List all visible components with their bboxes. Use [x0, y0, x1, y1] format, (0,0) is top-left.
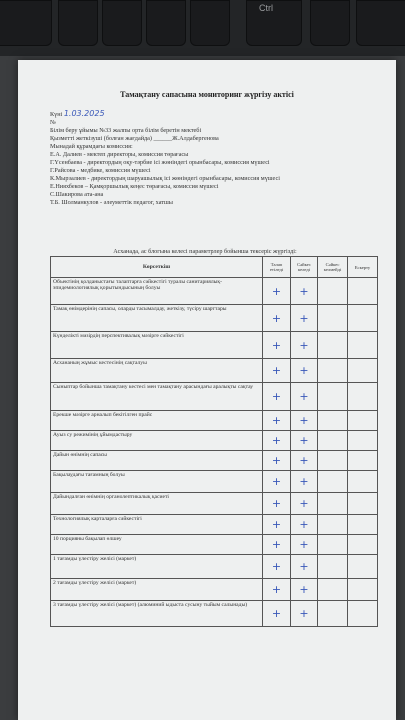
- commission-member: С.Шакирова ата-ана: [50, 191, 104, 198]
- commission-member: К.Мырзалиев - директордың шаруашылық ісі жөніндегі орынбасары, комиссия мүшесі: [50, 175, 280, 182]
- keyboard-key: [146, 0, 186, 46]
- compliant-cell: [291, 515, 318, 535]
- compliant-cell: [291, 411, 318, 431]
- column-header: Көрсеткіш: [51, 257, 263, 278]
- required-cell: [263, 451, 291, 471]
- note-cell: [348, 579, 378, 601]
- keyboard-key-ctrl: [246, 0, 302, 46]
- row-label: Ерекше мәзірге арналып бекітілген прайс: [51, 411, 263, 431]
- date-line: [50, 110, 105, 118]
- column-header: Ескерту: [348, 257, 378, 278]
- noncompliant-cell: [318, 359, 348, 383]
- noncompliant-cell: [318, 305, 348, 332]
- compliant-cell: [291, 579, 318, 601]
- table-row: [51, 431, 378, 451]
- plus-mark: +: [271, 560, 282, 573]
- plus-mark: +: [271, 338, 282, 352]
- table-row: [51, 471, 378, 493]
- plus-mark: +: [271, 454, 282, 467]
- plus-mark: +: [299, 518, 309, 531]
- compliant-cell: [291, 332, 318, 359]
- note-cell: [348, 555, 378, 579]
- date-value: 1.03.2025: [63, 109, 105, 118]
- note-cell: [348, 332, 378, 359]
- plus-mark: +: [271, 434, 282, 447]
- required-cell: [263, 555, 291, 579]
- compliant-cell: [291, 278, 318, 305]
- plus-mark: +: [299, 364, 309, 377]
- keyboard-key: [190, 0, 230, 46]
- note-cell: [348, 278, 378, 305]
- noncompliant-cell: [318, 493, 348, 515]
- plus-mark: +: [271, 414, 282, 427]
- compliant-cell: [291, 493, 318, 515]
- inspection-intro: Асханада, ас блогына келесі параметрлер бойынша тексеріс жүргізді:: [113, 248, 297, 255]
- note-cell: [348, 471, 378, 493]
- inspection-table: [50, 256, 378, 627]
- note-cell: [348, 383, 378, 411]
- plus-mark: +: [271, 364, 282, 377]
- compliant-cell: [291, 431, 318, 451]
- note-cell: [348, 359, 378, 383]
- compliant-cell: [291, 359, 318, 383]
- compliant-cell: [291, 451, 318, 471]
- plus-mark: +: [299, 538, 309, 551]
- plus-mark: +: [271, 497, 282, 510]
- plus-mark: +: [299, 607, 309, 620]
- row-label: Сыныптар бойынша тамақтану кестесі мен тамақтану арасындағы аралықты сақтау: [51, 383, 263, 411]
- note-cell: [348, 535, 378, 555]
- plus-mark: +: [271, 475, 282, 488]
- commission-member: Е.А. Далиев - мектеп директоры, комиссия төрағасы: [50, 151, 189, 158]
- plus-mark: +: [271, 390, 282, 403]
- compliant-cell: [291, 383, 318, 411]
- table-row: [51, 451, 378, 471]
- plus-mark: +: [299, 338, 309, 352]
- required-cell: [263, 601, 291, 627]
- column-header: Талап етіледі: [263, 257, 291, 278]
- keyboard-key: [0, 0, 52, 46]
- noncompliant-cell: [318, 431, 348, 451]
- note-cell: [348, 515, 378, 535]
- required-cell: [263, 332, 291, 359]
- row-label: Объектінің қолданыстағы талаптарға сәйкестігі туралы санитариялық-эпидемиологиялық қорытындысының болуы: [51, 278, 263, 305]
- number-label: №: [50, 119, 56, 126]
- supplier-line: Қызметті жеткізуші (болған жағдайда) ______Ж.Алдабергенова: [50, 135, 219, 142]
- table-row: [51, 278, 378, 305]
- table-row: [51, 359, 378, 383]
- table-row: [51, 535, 378, 555]
- plus-mark: +: [271, 607, 282, 620]
- keyboard-key: [356, 0, 405, 46]
- plus-mark: +: [299, 311, 309, 325]
- plus-mark: +: [299, 583, 309, 596]
- compliant-cell: [291, 555, 318, 579]
- table-row: [51, 383, 378, 411]
- commission-member: Г.Үсенбаева - директордың оқу-тәрбие ісі жөніндегі орынбасары, комиссия мүшесі: [50, 159, 270, 166]
- document-page: [18, 60, 396, 720]
- note-cell: [348, 305, 378, 332]
- table-row: [51, 411, 378, 431]
- doc-line: Білім беру ұйымы №33 жалпы орта білім беретін мектебі: [50, 127, 202, 134]
- row-label: 3 тағамды үлестіру желісі (маркет) (алюминий ыдыста сусыну тыйым салынады): [51, 601, 263, 627]
- required-cell: [263, 278, 291, 305]
- required-cell: [263, 359, 291, 383]
- commission-member: Г.Райсова - медбике, комиссия мүшесі: [50, 167, 151, 174]
- plus-mark: +: [271, 284, 282, 298]
- keyboard-background: [0, 0, 405, 56]
- plus-mark: +: [299, 284, 309, 298]
- plus-mark: +: [299, 497, 309, 510]
- note-cell: [348, 601, 378, 627]
- plus-mark: +: [299, 414, 309, 427]
- plus-mark: +: [299, 560, 309, 573]
- noncompliant-cell: [318, 332, 348, 359]
- plus-mark: +: [299, 390, 309, 403]
- required-cell: [263, 305, 291, 332]
- noncompliant-cell: [318, 278, 348, 305]
- table-row: [51, 305, 378, 332]
- date-label: Күні: [50, 111, 63, 118]
- column-header: Сәйкес келеді: [291, 257, 318, 278]
- table-row: [51, 515, 378, 535]
- note-cell: [348, 493, 378, 515]
- row-label: Технологиялық карталарға сәйкестігі: [51, 515, 263, 535]
- row-label: Күнделікті мәзірдің перспективалық мәзірге сәйкестігі: [51, 332, 263, 359]
- noncompliant-cell: [318, 601, 348, 627]
- noncompliant-cell: [318, 579, 348, 601]
- compliant-cell: [291, 535, 318, 555]
- table-row: [51, 579, 378, 601]
- plus-mark: +: [299, 475, 309, 488]
- row-label: Асхананың жұмыс кестесінің сақталуы: [51, 359, 263, 383]
- required-cell: [263, 471, 291, 493]
- row-label: Дайындалған өнімнің органолептикалық қасиеті: [51, 493, 263, 515]
- required-cell: [263, 579, 291, 601]
- row-label: 2 тағамды үлестіру желісі (маркет): [51, 579, 263, 601]
- table-row: [51, 493, 378, 515]
- ctrl-key-label: Ctrl: [259, 3, 273, 13]
- commission-heading: Мынадай құрамдағы комиссия:: [50, 143, 133, 150]
- note-cell: [348, 411, 378, 431]
- compliant-cell: [291, 471, 318, 493]
- noncompliant-cell: [318, 555, 348, 579]
- keyboard-key: [58, 0, 98, 46]
- required-cell: [263, 383, 291, 411]
- noncompliant-cell: [318, 411, 348, 431]
- row-label: 1 тағамды үлестіру желісі (маркет): [51, 555, 263, 579]
- table-row: [51, 555, 378, 579]
- plus-mark: +: [299, 454, 309, 467]
- commission-member: Т.Б. Шолманкулов - әлеуметтік педагог, хатшы: [50, 199, 173, 206]
- noncompliant-cell: [318, 471, 348, 493]
- row-label: Ауыз су режимінің ұйымдастыру: [51, 431, 263, 451]
- row-label: Дайын өнімнің сапасы: [51, 451, 263, 471]
- compliant-cell: [291, 305, 318, 332]
- table-header-row: [51, 257, 378, 278]
- plus-mark: +: [299, 434, 309, 447]
- keyboard-key: [310, 0, 350, 46]
- plus-mark: +: [271, 538, 282, 551]
- commission-member: Е.Нияхбеков – Қамқоршылық кеңес төрағасы, комиссия мүшесі: [50, 183, 219, 190]
- table-row: [51, 332, 378, 359]
- noncompliant-cell: [318, 383, 348, 411]
- noncompliant-cell: [318, 515, 348, 535]
- note-cell: [348, 431, 378, 451]
- table-row: [51, 601, 378, 627]
- required-cell: [263, 493, 291, 515]
- required-cell: [263, 431, 291, 451]
- required-cell: [263, 515, 291, 535]
- document-title: Тамақтану сапасына мониторинг жүргізу актісі: [120, 90, 294, 99]
- column-header: Сәйкес келмейді: [318, 257, 348, 278]
- keyboard-key: [102, 0, 142, 46]
- required-cell: [263, 411, 291, 431]
- row-label: Тамақ өнімдерінің сапасы, оларды тасымалдау, жеткізу, түсіру шарттары: [51, 305, 263, 332]
- row-label: Бақылаудағы тағамның болуы: [51, 471, 263, 493]
- compliant-cell: [291, 601, 318, 627]
- row-label: 10 порцияны бақылап өлшеу: [51, 535, 263, 555]
- plus-mark: +: [271, 583, 282, 596]
- plus-mark: +: [271, 518, 282, 531]
- note-cell: [348, 451, 378, 471]
- noncompliant-cell: [318, 535, 348, 555]
- required-cell: [263, 535, 291, 555]
- noncompliant-cell: [318, 451, 348, 471]
- plus-mark: +: [271, 311, 282, 325]
